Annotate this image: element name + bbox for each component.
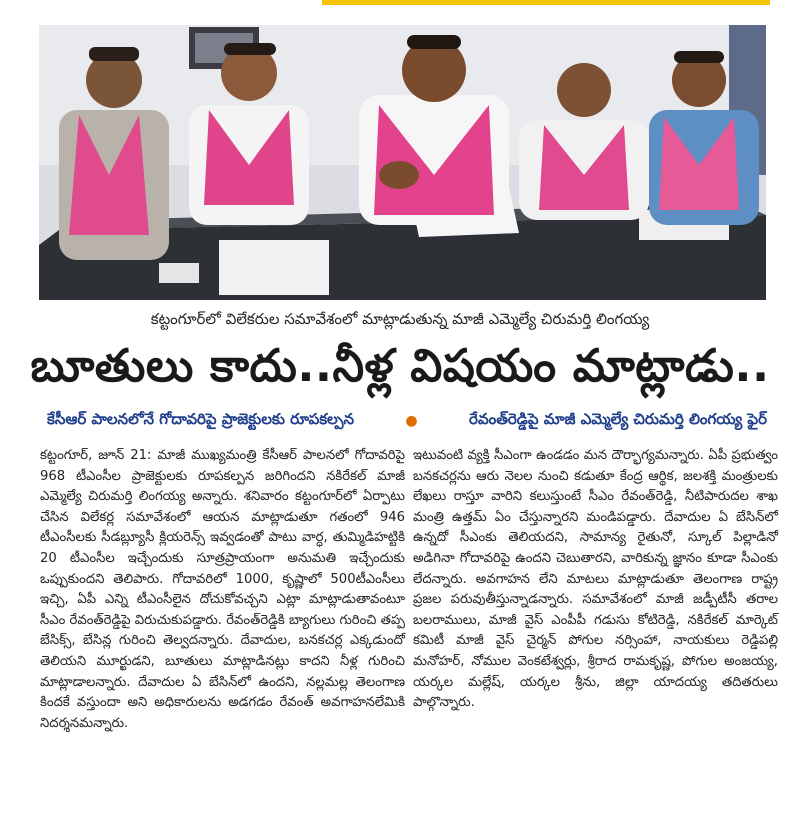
article-subheads [47, 410, 767, 432]
body-text-left: కట్టంగూర్, జూన్ 21: మాజీ ముఖ్యమంత్రి కేసీఆర్ పాలనలో గోదావరిపై 968 టీఎంసీల ప్రాజెక్టులకు రూపకల్పన జరిగిందని నకిరేకల్ మాజీ ఎమ్మెల్యే చిరుమర్తి లింగయ్య అన్నారు. శనివారం కట్టంగూర్‌లో ఏర్పాటు చేసిన విలేకర్ల సమావేశంలో ఆయన మాట్లాడుతూ గతంలో 946 టీఎంసీలకు సీడబ్ల్యూసీ క్లియరెన్స్ ఇవ్వడంతో పాటు వార్ధ, తుమ్మిడిహట్టికి 20 టీఎంసీల ఇచ్చేందుకు సూత్రప్రాయంగా అనుమతి ఇచ్చేందుకు ఒప్పుకుందని తెలిపారు. గోదావరిలో 1000, కృష్ణాలో 500టీఎంసీలు ఇచ్చి, ఏపీ ఎన్ని టీఎంసీలైన దోచుకోవచ్చని ఎట్లా మాట్లాడుతావంటూ సీఎం రేవంత్‌రెడ్డిపై విరుచుకుపడ్డారు. రేవంత్‌రెడ్డికి బ్యాగులు గురించి తప్ప బేసిక్స్, బేసిన్ల గురించి తెల్వదన్నారు. దేవాదుల, బనకచర్ల ఎక్కడుందో తెలియని మూర్ఖుడని, బూతులు మాట్లాడినట్లు కాదని నీళ్ల గురించి మాట్లాడాలన్నారు. దేవాదుల ఏ బేసిన్‌లో ఉందని, నల్లమల్ల తెలంగాణ కిందకే వస్తుందా అని అధికారులను అడగడం రేవంత్ అవగాహనలేమికి నిదర్శనమన్నారు. [40, 448, 405, 731]
article-headline: బూతులు కాదు..నీళ్ల విషయం మాట్లాడు.. [30, 339, 770, 392]
article-column-left [40, 446, 405, 734]
body-text-right: ఇటువంటి వ్యక్తి సీఎంగా ఉండడం మన దౌర్భాగ్యమన్నారు. ఏపీ ప్రభుత్వం బనకచర్లను ఆరు నెలల నుంచి కడుతూ కేంద్ర ఆర్థిక, జలశక్తి మంత్రులకు లేఖలు రాస్తూ వారిని కలుస్తుంటే సీఎం రేవంత్‌రెడ్డి, నీటిపారుదల శాఖ మంత్రి ఉత్తమ్ ఏం చేస్తున్నారని మండిపడ్డారు. దేవాదుల ఏ బేసిన్‌లో ఉన్నదో సీఎంకు తెలియదని, సామాన్య రైతునో, స్కూల్ పిల్లాడినో అడిగినా గోదావరిపై ఉందని చెబుతారని, వారికున్న జ్ఞానం కూడా సీఎంకు లేదన్నారు. అవగాహన లేని మాటలు మాట్లాడుతూ తెలంగాణ రాష్ట్ర ప్రజల పరువుతీస్తున్నాడన్నారు. సమావేశంలో మాజీ జడ్పీటీసీ తరాల బలరాములు, మాజీ వైస్ ఎంపీపీ గడుసు కోటిరెడ్డి, నకిరేకల్ మార్కెట్ కమిటీ మాజీ వైస్ చైర్మన్ పోగుల నర్సింహా, నాయకులు రెడ్డిపల్లి మనోహర్, నోముల వెంకటేశ్వర్లు, శ్రీరాద రామకృష్ణ, పోగుల అంజయ్య, యర్కల మల్లేష్, యర్కల శ్రీను, జిల్లా యాదయ్య తదితరులు పాల్గొన్నారు. [413, 448, 778, 711]
top-accent-rule [322, 0, 770, 5]
subhead-left: కేసీఆర్ పాలనలోనే గోదావరిపై ప్రాజెక్టులకు రూపకల్పన [47, 410, 355, 428]
bullet-dot-icon: ● [405, 413, 418, 429]
photo-caption: కట్టంగూర్‌లో విలేకరుల సమావేశంలో మాట్లాడుతున్న మాజీ ఎమ్మెల్యే చిరుమర్తి లింగయ్య [150, 310, 650, 328]
press-meeting-photo [39, 25, 766, 300]
article-column-right [413, 446, 778, 714]
subhead-right: రేవంత్‌రెడ్డిపై మాజీ ఎమ్మెల్యే చిరుమర్తి లింగయ్య ఫైర్ [469, 410, 767, 428]
